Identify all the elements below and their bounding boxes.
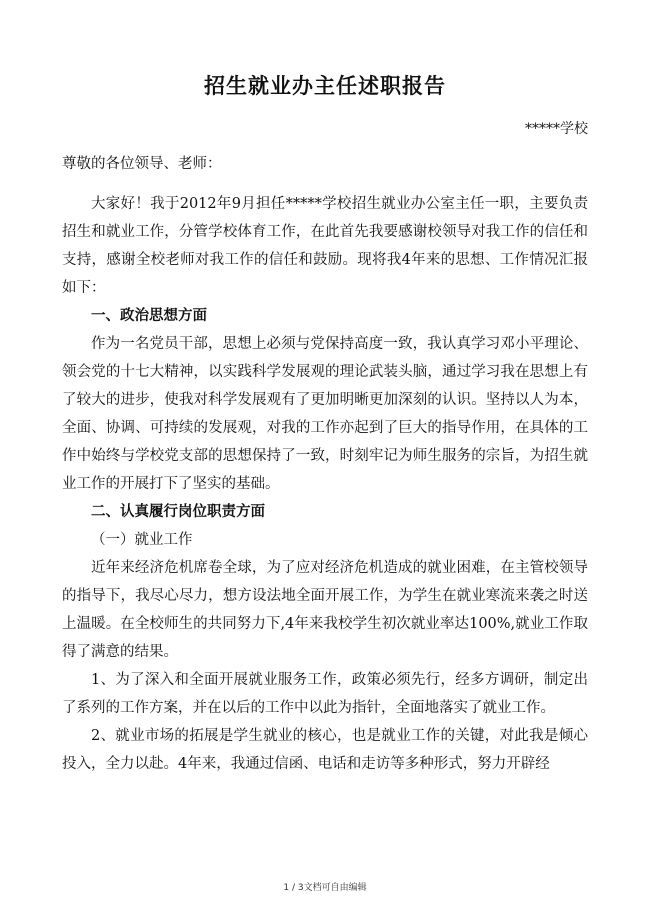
document-title: 招生就业办主任述职报告 <box>204 74 446 98</box>
section-heading-duties: 二、认真履行岗位职责方面 <box>91 503 265 520</box>
greeting: 尊敬的各位领导、老师： <box>62 156 222 172</box>
list-item-2: 2、就业市场的拓展是学生就业的核心，也是就业工作的关键，对此我是倾心投入，全力以赴。4年来，我通过信函、电话和走访等多种形式，努力开辟经 <box>62 728 588 772</box>
list-item-1: 1、为了深入和全面开展就业服务工作，政策必须先行，经多方调研，制定出了系列的工作方案，并在以后的工作中以此为指针，全面地落实了就业工作。 <box>62 672 588 716</box>
author-school: *****学校 <box>525 121 588 137</box>
politics-paragraph: 作为一名党员干部，思想上必须与党保持高度一致，我认真学习邓小平理论、领会党的十七大精神，以实践科学发展观的理论武装头脑，通过学习我在思想上有了较大的进步，使我对科学发展观有了更加明晰更加深刻的认识。坚持以人为本，全面、协调、可持续的发展观，对我的工作亦起到了巨大的指导作用，在具体的工作中始终与学校党支部的思想保持了一致，时刻牢记为师生服务的宗旨，为招生就业工作的开展打下了坚实的基础。 <box>62 336 588 492</box>
page-footer: 1 / 3文档可自由编辑 <box>283 883 367 893</box>
section-heading-politics: 一、政治思想方面 <box>91 307 207 324</box>
subsection-heading-employment: （一）就业工作 <box>91 532 193 548</box>
employment-paragraph: 近年来经济危机席卷全球，为了应对经济危机造成的就业困难，在主管校领导的指导下，我尽心尽力，想方设法地全面开展工作，为学生在就业寒流来袭之时送上温暖。在全校师生的共同努力下,4年来我校学生初次就业率达100%,就业工作取得了满意的结果。 <box>62 560 588 660</box>
document-body <box>62 150 588 778</box>
intro-paragraph: 大家好！我于2012年9月担任*****学校招生就业办公室主任一职，主要负责招生和就业工作，分管学校体育工作，在此首先我要感谢校领导对我工作的信任和支持，感谢全校老师对我工作的信任和鼓励。现将我4年来的思想、工作情况汇报如下： <box>62 196 588 296</box>
